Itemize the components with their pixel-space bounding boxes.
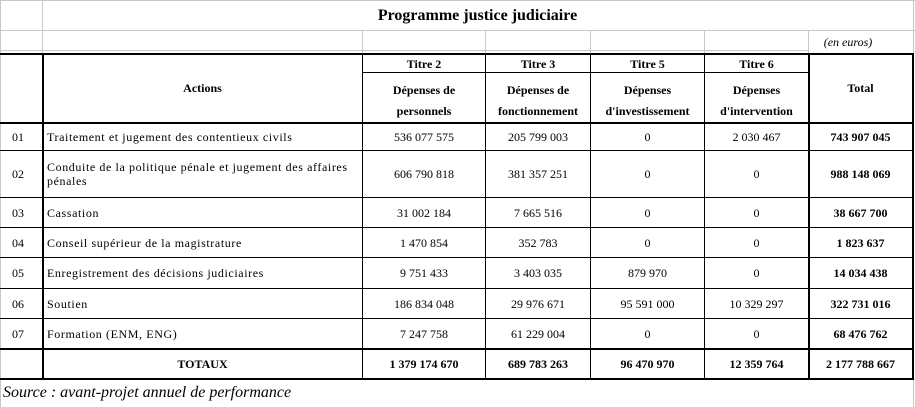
cell-titre-5: 0 [644, 167, 651, 181]
totals-label: TOTAUX [177, 357, 228, 371]
header-sub-fonctionnement: fonctionnement [498, 104, 578, 118]
page-title: Programme justice judiciaire [377, 7, 578, 24]
row-action: Cassation [47, 205, 100, 220]
gridline [704, 30, 705, 54]
cell-total: 1 823 637 [836, 235, 885, 250]
header-sub-personnels: Dépenses de [392, 83, 456, 97]
header-sub-personnels: personnels [396, 104, 452, 118]
header-sub-investissement: Dépenses [623, 83, 672, 97]
row-number: 01 [12, 129, 24, 144]
header-sub-fonctionnement: Dépenses de [506, 83, 570, 97]
cell-titre-2: 186 834 048 [394, 296, 454, 311]
cell-titre-6: 0 [753, 326, 760, 341]
cell-titre-2: 9 751 433 [400, 266, 448, 280]
gridline [590, 30, 591, 54]
row-action: Formation (ENM, ENG) [47, 326, 178, 341]
cell-titre-3: 3 403 035 [514, 266, 562, 280]
cell-titre-2: 1 470 854 [400, 235, 448, 250]
header-sub-intervention: d'intervention [720, 104, 793, 118]
gridline [362, 30, 363, 54]
cell-titre-6: 0 [753, 205, 760, 220]
cell-titre-6: 0 [753, 167, 760, 181]
cell-total: 322 731 016 [830, 296, 891, 311]
row-number: 03 [12, 205, 24, 220]
header-titre-5: Titre 5 [630, 56, 665, 71]
cell-titre-5: 0 [644, 326, 651, 341]
cell-titre-3: 29 976 671 [511, 296, 565, 311]
cell-titre-2: 31 002 184 [397, 205, 451, 220]
cell-titre-2: 7 247 758 [400, 326, 448, 341]
cell-total: 743 907 045 [830, 129, 891, 144]
header-titre-2: Titre 2 [406, 56, 442, 71]
cell-titre-3: 381 357 251 [508, 167, 568, 181]
row-action: Conseil supérieur de la magistrature [47, 235, 242, 250]
total-titre-3: 689 783 263 [508, 357, 568, 371]
gridline [485, 30, 486, 54]
row-number: 04 [12, 235, 24, 250]
gridline [0, 30, 915, 31]
header-titre-6: Titre 6 [739, 56, 774, 71]
total-titre-5: 96 470 970 [620, 357, 675, 371]
cell-titre-6: 0 [753, 266, 760, 280]
header-sub-investissement: d'investissement [605, 104, 690, 118]
row-action: Soutien [47, 296, 88, 311]
grand-total: 2 177 788 667 [826, 357, 895, 371]
cell-titre-5: 95 591 000 [620, 296, 675, 311]
cell-titre-3: 61 229 004 [511, 326, 565, 341]
cell-titre-6: 2 030 467 [732, 129, 781, 144]
header-total: Total [847, 81, 874, 95]
total-titre-2: 1 379 174 670 [389, 357, 459, 371]
table-border [912, 53, 914, 380]
cell-total: 68 476 762 [833, 326, 888, 341]
cell-titre-5: 0 [644, 235, 651, 250]
cell-titre-6: 0 [753, 235, 760, 250]
cell-total: 38 667 700 [833, 205, 888, 220]
cell-total: 14 034 438 [833, 266, 888, 280]
cell-titre-2: 606 790 818 [394, 167, 454, 181]
total-titre-6: 12 359 764 [729, 357, 784, 371]
cell-titre-2: 536 077 575 [394, 129, 454, 144]
gridline [0, 0, 1, 407]
table-border [0, 378, 914, 380]
header-titre-3: Titre 3 [520, 56, 556, 71]
row-number: 02 [12, 167, 24, 181]
gridline [0, 50, 808, 51]
cell-total: 988 148 069 [830, 167, 891, 181]
header-actions: Actions [183, 81, 222, 95]
row-action: Traitement et jugement des contentieux civils [47, 129, 293, 144]
cell-titre-5: 879 970 [628, 266, 667, 280]
row-action: Enregistrement des décisions judiciaires [47, 266, 264, 280]
row-number: 06 [12, 296, 24, 311]
row-number: 05 [12, 266, 24, 280]
cell-titre-6: 10 329 297 [729, 296, 784, 311]
cell-titre-3: 352 783 [518, 235, 558, 250]
cell-titre-3: 7 665 516 [514, 205, 562, 220]
unit-note: (en euros) [823, 35, 873, 49]
row-number: 07 [12, 326, 24, 341]
cell-titre-5: 0 [644, 205, 651, 220]
source-note: Source : avant-projet annuel de performance [3, 384, 292, 401]
gridline [0, 0, 915, 1]
header-sub-intervention: Dépenses [732, 83, 781, 97]
cell-titre-5: 0 [644, 129, 651, 144]
cell-titre-3: 205 799 003 [508, 129, 568, 144]
row-action: Conduite de la politique pénale et jugement des affaires pénales [47, 160, 348, 188]
table-border [362, 72, 808, 73]
